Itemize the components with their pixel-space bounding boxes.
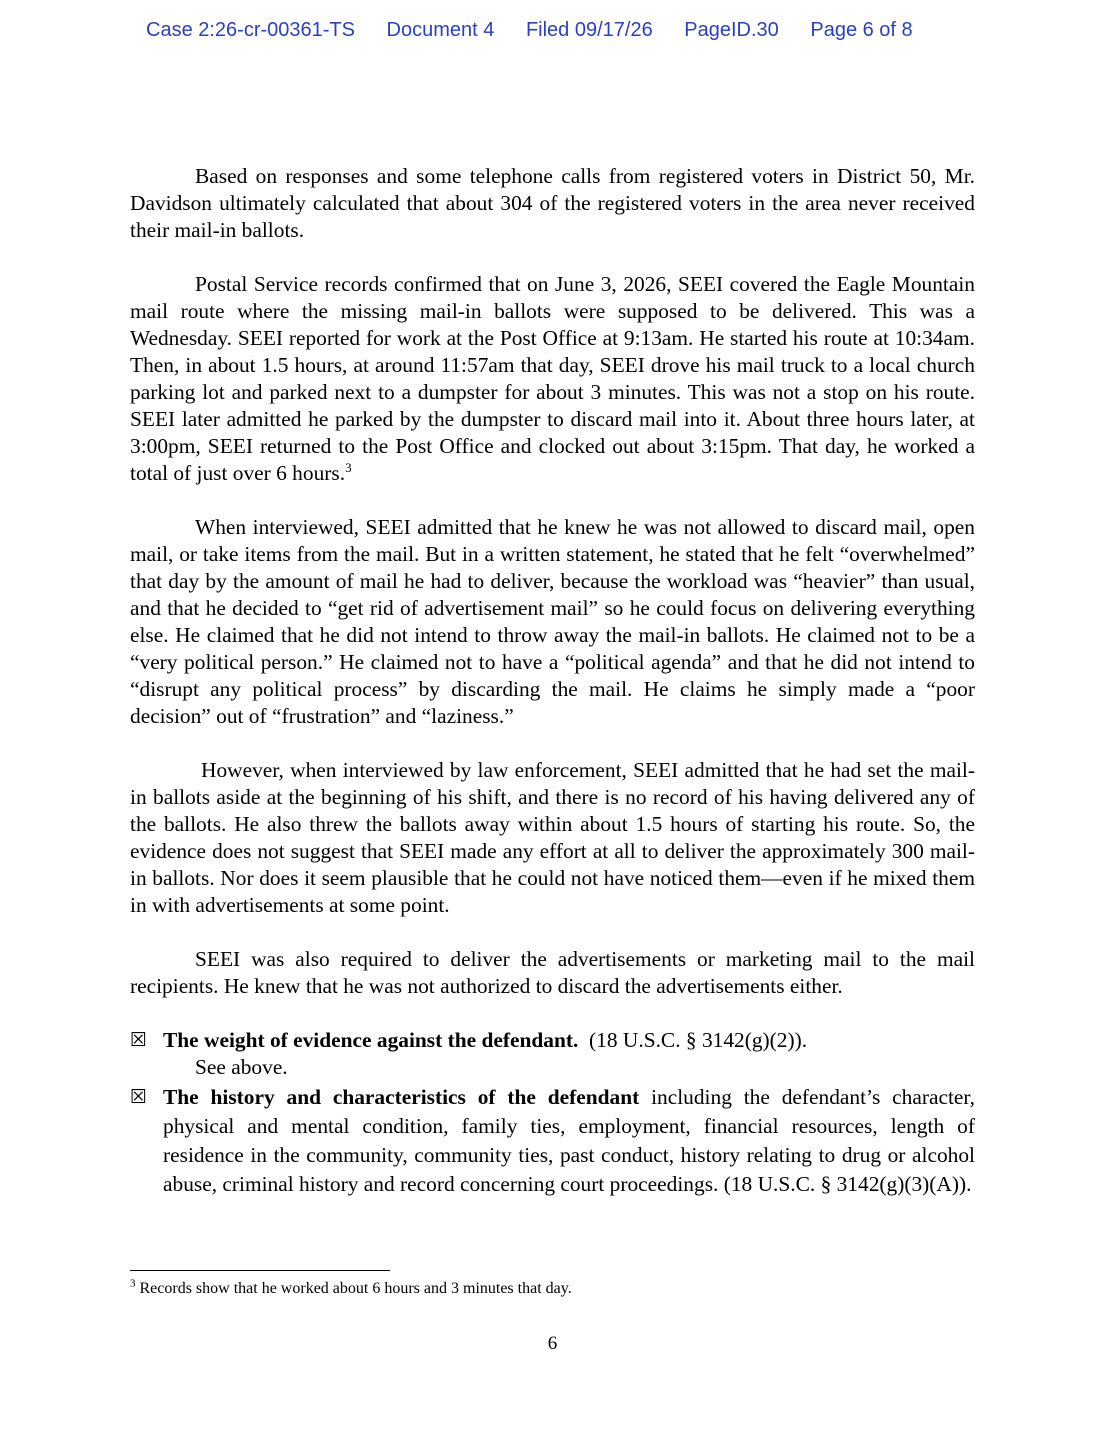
checklist-note: See above. <box>195 1055 288 1079</box>
footnote-divider <box>130 1270 390 1271</box>
footnote-reference: 3 <box>345 459 352 475</box>
paragraph-4: However, when interviewed by law enforcement, SEEI admitted that he had set the mail-in ballots aside at the beginning of his shift, and there is no record of his having delivered any of the ballots. He also threw the ballots away within about 1.5 hours of starting his route. So, the evidence does not suggest that SEEI made any effort at all to deliver the approximately 300 mail-in ballots. Nor does it seem plausible that he could not have noticed them—even if he mixed them in with advertisements at some point. <box>130 758 975 917</box>
footnote <box>130 1277 572 1298</box>
checklist-heading: The weight of evidence against the defendant. <box>163 1028 579 1052</box>
checklist-item-history-characteristics <box>130 1083 975 1199</box>
page-number: 6 <box>547 1333 558 1354</box>
case-number: Case 2:26-cr-00361-TS <box>146 19 355 41</box>
paragraph-1: Based on responses and some telephone calls from registered voters in District 50, Mr. Davidson ultimately calculated that about 304 of the registered voters in the area never received their mail-in ballots. <box>130 164 975 242</box>
checklist-heading: The history and characteristics of the defendant <box>163 1085 640 1109</box>
checklist-item-weight-of-evidence <box>130 1027 975 1054</box>
document-header <box>146 19 939 42</box>
checked-box-icon: ☒ <box>130 1029 148 1051</box>
paragraph-5: SEEI was also required to deliver the advertisements or marketing mail to the mail recipients. He knew that he was not authorized to discard the advertisements either. <box>130 947 975 998</box>
checked-box-icon: ☒ <box>130 1086 148 1108</box>
footnote-text: Records show that he worked about 6 hours and 3 minutes that day. <box>139 1280 572 1297</box>
checklist-text: (18 U.S.C. § 3142(g)(2)). <box>589 1028 808 1052</box>
checklist-text: including the defendant’s character, physical and mental condition, family ties, employment, financial resources, length of residence in the community, community ties, past conduct, history relating to drug or alcohol abuse, criminal history and record concerning court proceedings. (18 U.S.C. § 3142(g)(3)(A)). <box>163 1085 975 1196</box>
paragraph-2 <box>130 271 975 487</box>
document-body <box>130 163 975 1199</box>
paragraph-3: When interviewed, SEEI admitted that he knew he was not allowed to discard mail, open mail, or take items from the mail. But in a written statement, he stated that he felt “overwhelmed” that day by the amount of mail he had to deliver, because the workload was “heavier” than usual, and that he decided to “get rid of advertisement mail” so he could focus on delivering everything else. He claimed that he did not intend to throw away the mail-in ballots. He claimed not to be a “very political person.” He claimed not to have a “political agenda” and that he did not intend to “disrupt any political process” by discarding the mail. He claims he simply made a “poor decision” out of “frustration” and “laziness.” <box>130 515 975 728</box>
paragraph-2-text: Postal Service records confirmed that on June 3, 2026, SEEI covered the Eagle Mountain mail route where the missing mail-in ballots were supposed to be delivered. This was a Wednesday. SEEI reported for work at the Post Office at 9:13am. He started his route at 10:34am. Then, in about 1.5 hours, at around 11:57am that day, SEEI drove his mail truck to a local church parking lot and parked next to a dumpster for about 3 minutes. This was not a stop on his route. SEEI later admitted he parked by the dumpster to discard mail into it. About three hours later, at 3:00pm, SEEI returned to the Post Office and clocked out about 3:15pm. That day, he worked a total of just over 6 hours. <box>130 272 975 485</box>
filed-date: Filed 09/17/26 <box>525 19 653 41</box>
page-id: PageID.30 <box>684 19 779 41</box>
page-indicator: Page 6 of 8 <box>810 19 913 41</box>
document-number: Document 4 <box>386 19 495 41</box>
footnote-number: 3 <box>130 1277 136 1290</box>
